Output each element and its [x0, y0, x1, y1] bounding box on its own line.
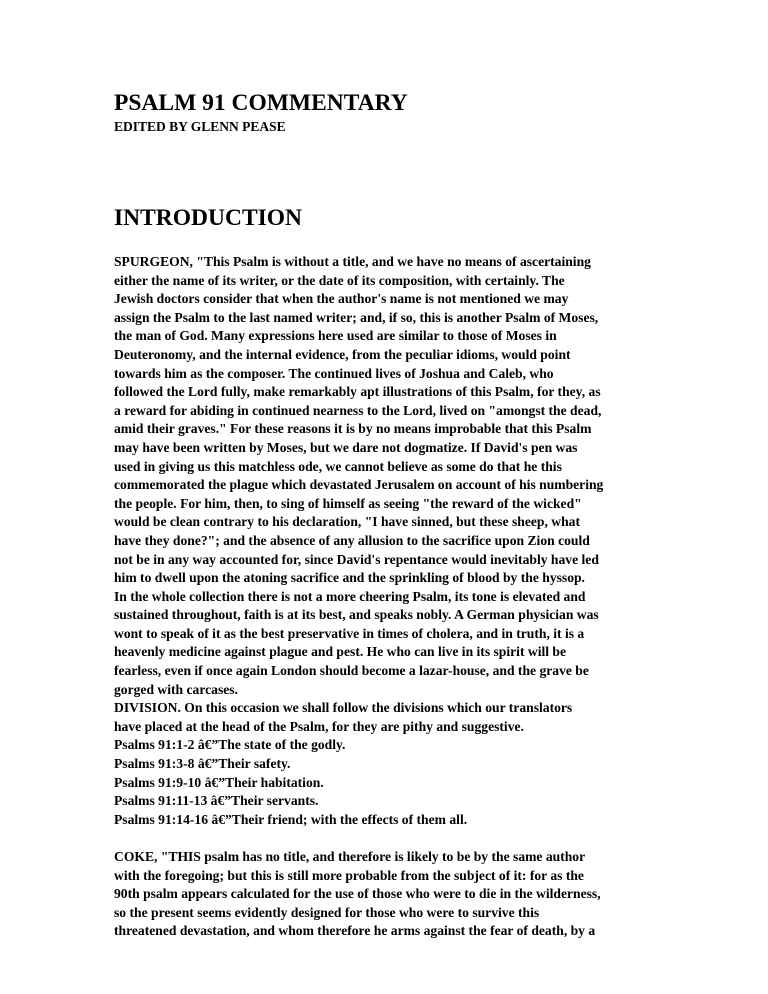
- text-line: the man of God. Many expressions here used are similar to those of Moses in: [114, 328, 557, 344]
- text-line: DIVISION. On this occasion we shall follow the divisions which our translators: [114, 700, 573, 716]
- paragraph-gap: [114, 829, 674, 848]
- text-line: heavenly medicine against plague and pest. He who can live in its spirit will be: [114, 644, 567, 660]
- text-line: Psalms 91:1-2 â€”The state of the godly.: [114, 737, 346, 753]
- document-page: [114, 90, 674, 941]
- text-line: Psalms 91:9-10 â€”Their habitation.: [114, 774, 324, 790]
- text-line: In the whole collection there is not a more cheering Psalm, its tone is elevated and: [114, 588, 586, 604]
- text-line: have placed at the head of the Psalm, for they are pithy and suggestive.: [114, 718, 524, 734]
- text-line: Jewish doctors consider that when the author's name is not mentioned we may: [114, 291, 569, 307]
- text-line: him to dwell upon the atoning sacrifice and the sprinkling of blood by the hyssop.: [114, 570, 585, 586]
- text-line: so the present seems evidently designed for those who were to survive this: [114, 904, 540, 920]
- text-line: may have been written by Moses, but we dare not dogmatize. If David's pen was: [114, 439, 578, 455]
- text-line: gorged with carcases.: [114, 681, 238, 697]
- text-line: 90th psalm appears calculated for the use of those who were to die in the wilderness,: [114, 886, 601, 902]
- text-line: Psalms 91:3-8 â€”Their safety.: [114, 756, 291, 772]
- text-line: not be in any way accounted for, since David's repentance would inevitably have led: [114, 551, 599, 567]
- text-line: a reward for abiding in continued nearness to the Lord, lived on "amongst the dead,: [114, 402, 602, 418]
- text-line: commemorated the plague which devastated Jerusalem on account of his numbering: [114, 477, 604, 493]
- body-text: [114, 253, 674, 941]
- text-line: Deuteronomy, and the internal evidence, from the peculiar idioms, would point: [114, 346, 571, 362]
- text-line: COKE, "THIS psalm has no title, and therefore is likely to be by the same author: [114, 849, 586, 864]
- text-line: used in giving us this matchless ode, we cannot believe as some do that he this: [114, 458, 562, 474]
- text-line: towards him as the composer. The continued lives of Joshua and Caleb, who: [114, 365, 554, 381]
- text-line: followed the Lord fully, make remarkably apt illustrations of this Psalm, for they, as: [114, 384, 601, 400]
- text-line: assign the Psalm to the last named writer; and, if so, this is another Psalm of Moses,: [114, 309, 599, 325]
- text-line: SPURGEON, "This Psalm is without a title, and we have no means of ascertaining: [114, 254, 591, 269]
- section-heading: INTRODUCTION: [114, 205, 303, 231]
- document-title: PSALM 91 COMMENTARY: [114, 90, 408, 116]
- document-byline: EDITED BY GLENN PEASE: [114, 119, 286, 134]
- text-line: fearless, even if once again London should become a lazar-house, and the grave be: [114, 663, 589, 679]
- text-line: threatened devastation, and whom therefore he arms against the fear of death, by a: [114, 923, 596, 939]
- text-line: either the name of its writer, or the date of its composition, with certainly. The: [114, 272, 565, 288]
- text-line: amid their graves." For these reasons it is by no means improbable that this Psalm: [114, 421, 592, 437]
- text-line: the people. For him, then, to sing of himself as seeing "the reward of the wicked": [114, 495, 582, 511]
- text-line: have they done?"; and the absence of any allusion to the sacrifice upon Zion could: [114, 532, 590, 548]
- text-line: with the foregoing; but this is still more probable from the subject of it: for as the: [114, 867, 584, 883]
- text-line: Psalms 91:14-16 â€”Their friend; with the effects of them all.: [114, 811, 468, 827]
- text-line: wont to speak of it as the best preservative in times of cholera, and in truth, it is a: [114, 625, 585, 641]
- text-line: sustained throughout, faith is at its best, and speaks nobly. A German physician was: [114, 607, 599, 623]
- text-line: Psalms 91:11-13 â€”Their servants.: [114, 793, 319, 809]
- text-line: would be clean contrary to his declaration, "I have sinned, but these sheep, what: [114, 514, 580, 530]
